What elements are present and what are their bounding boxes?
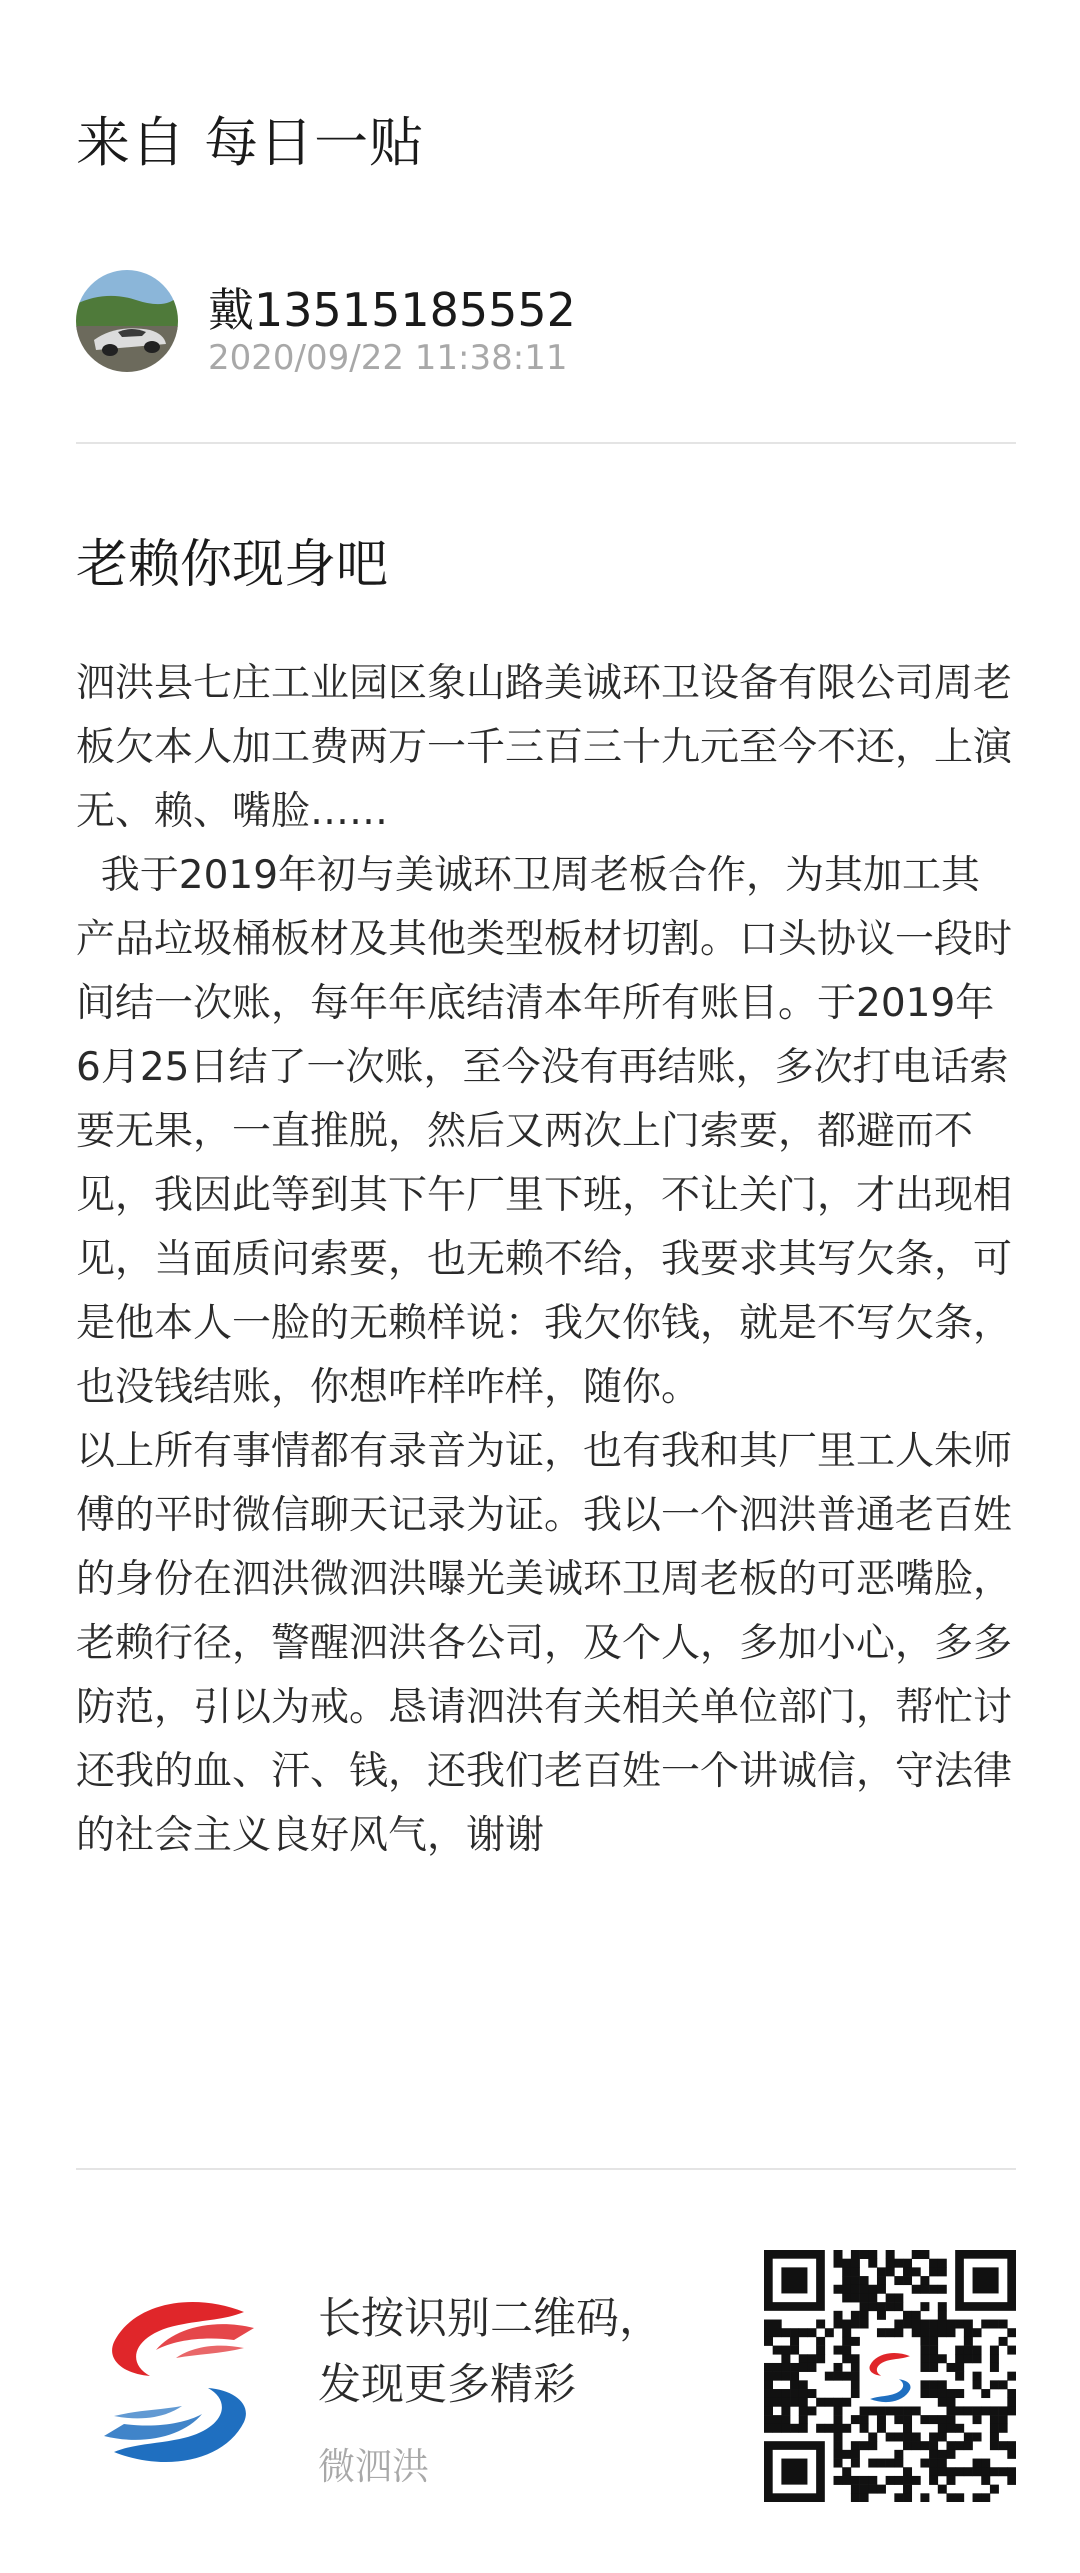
divider [76, 2168, 1016, 2170]
qr-prompt [318, 2286, 662, 2418]
article-paragraph: 我于2019年初与美诚环卫周老板合作，为其加工其产品垃圾桶板材及其他类型板材切割。口头协议一段时间结一次账，每年年底结清本年所有账目。于2019年6月25日结了一次账，至今没有再结账，多次打电话索要无果，一直推脱，然后又两次上门索要，都避而不见，我因此等到其下午厂里下班，不让关门，才出现相见，当面质问索要，也无赖不给，我要求其写欠条，可是他本人一脸的无赖样说：我欠你钱，就是不写欠条，也没钱结账，你想咋样咋样，随你。 [76, 853, 1013, 1410]
qr-prompt-line1: 长按识别二维码， [318, 2294, 662, 2344]
divider [76, 442, 1016, 444]
author-info [76, 262, 1006, 382]
avatar[interactable] [76, 270, 178, 372]
qr-code[interactable] [764, 2250, 1016, 2502]
brand-name: 微泗洪 [318, 2445, 429, 2488]
weisihong-logo-icon [94, 2292, 264, 2472]
article-title: 老赖你现身吧 [76, 535, 389, 595]
article-body [76, 652, 1016, 1868]
article-paragraph: 泗洪县七庄工业园区象山路美诚环卫设备有限公司周老板欠本人加工费两万一千三百三十九元至今不还，上演无、赖、嘴脸…… [76, 661, 1013, 834]
author-name[interactable]: 戴13515185552 [208, 283, 576, 337]
qr-prompt-line2: 发现更多精彩 [318, 2360, 576, 2410]
post-timestamp: 2020/09/22 11:38:11 [208, 338, 568, 378]
page-header-title: 来自 每日一贴 [76, 111, 425, 174]
article-paragraph: 以上所有事情都有录音为证，也有我和其厂里工人朱师傅的平时微信聊天记录为证。我以一个泗洪普通老百姓的身份在泗洪微泗洪曝光美诚环卫周老板的可恶嘴脸，老赖行径，警醒泗洪各公司，及个人，多加小心，多多防范，引以为戒。恳请泗洪有关相关单位部门，帮忙讨还我的血、汗、钱，还我们老百姓一个讲诚信，守法律的社会主义良好风气，谢谢 [76, 1429, 1013, 1858]
avatar-image [76, 270, 178, 372]
footer-promo [76, 2250, 1016, 2510]
qr-code-icon [764, 2250, 1016, 2502]
